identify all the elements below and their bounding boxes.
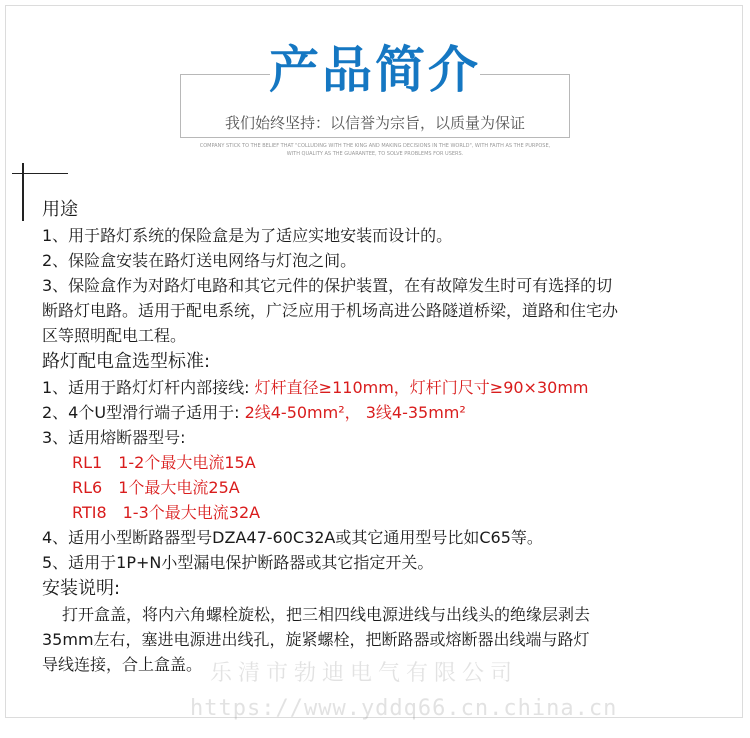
fuse-option-rl1: RL1 1-2个最大电流15A [72,453,256,472]
slogan: 我们始终坚持：以信誉为宗旨，以质量为保证 [224,114,525,132]
product-description [42,196,732,677]
watermark-company: 乐清市勃迪电气有限公司 [210,661,519,686]
tagline-line-1: COMPANY STICK TO THE BELIEF THAT "COLLUDING WITH THE KING AND MAKING DECISIONS IN THE WORLD", WITH FAITH AS THE PURPOSE, [199,143,551,149]
fuse-option-rti8: RTI8 1-3个最大电流32A [72,503,261,522]
selection-item-1 [42,375,732,400]
page-title: 产品简介 [269,41,481,99]
section-heading-usage: 用途 [42,199,78,220]
watermark-url: https://www.yddq66.cn.china.cn [190,696,618,721]
selection-item-1-label: 1、适用于路灯灯杆内部接线: [42,378,255,397]
install-text-line-2: 35mm左右，塞进电源进出线孔，旋紧螺栓，把断路器或熔断器出线端与路灯 [42,630,590,649]
section-heading-install: 安装说明: [42,578,121,599]
selection-item-2-spec: 2线4-50mm²， 3线4-35mm² [244,403,466,422]
selection-item-2 [42,400,732,425]
usage-item-2: 2、保险盒安装在路灯送电网络与灯泡之间。 [42,251,357,270]
selection-item-2-label: 2、4个U型滑行端子适用于: [42,403,245,422]
usage-item-3-line-2: 断路灯电路。适用于配电系统，广泛应用于机场高进公路隧道桥梁，道路和住宅办 [42,301,619,320]
selection-item-5: 5、适用于1P+N小型漏电保护断路器或其它指定开关。 [42,553,434,572]
selection-item-1-spec: 灯杆直径≥110mm，灯杆门尺寸≥90×30mm [254,378,589,397]
selection-item-3: 3、适用熔断器型号: [42,428,186,447]
section-heading-selection: 路灯配电盒选型标准: [42,351,211,372]
tagline-line-2: WITH QUALITY AS THE GUARANTEE, TO SOLVE PROBLEMS FOR USERS. [286,151,464,157]
crosshair-mark-vertical [22,163,24,221]
install-text-line-1: 打开盒盖，将内六角螺栓旋松，把三相四线电源进线与出线头的绝缘层剥去 [62,605,591,624]
usage-item-1: 1、用于路灯系统的保险盒是为了适应实地安装而设计的。 [42,226,453,245]
selection-item-4: 4、适用小型断路器型号DZA47-60C32A或其它通用型号比如C65等。 [42,528,543,547]
usage-item-3-line-3: 区等照明配电工程。 [42,326,187,345]
fuse-option-rl6: RL6 1个最大电流25A [72,478,240,497]
header [0,0,750,170]
crosshair-mark-horizontal [12,173,68,174]
usage-item-3-line-1: 3、保险盒作为对路灯电路和其它元件的保护装置，在有故障发生时可有选择的切 [42,276,613,295]
install-text-line-3: 导线连接，合上盒盖。 [42,655,203,674]
